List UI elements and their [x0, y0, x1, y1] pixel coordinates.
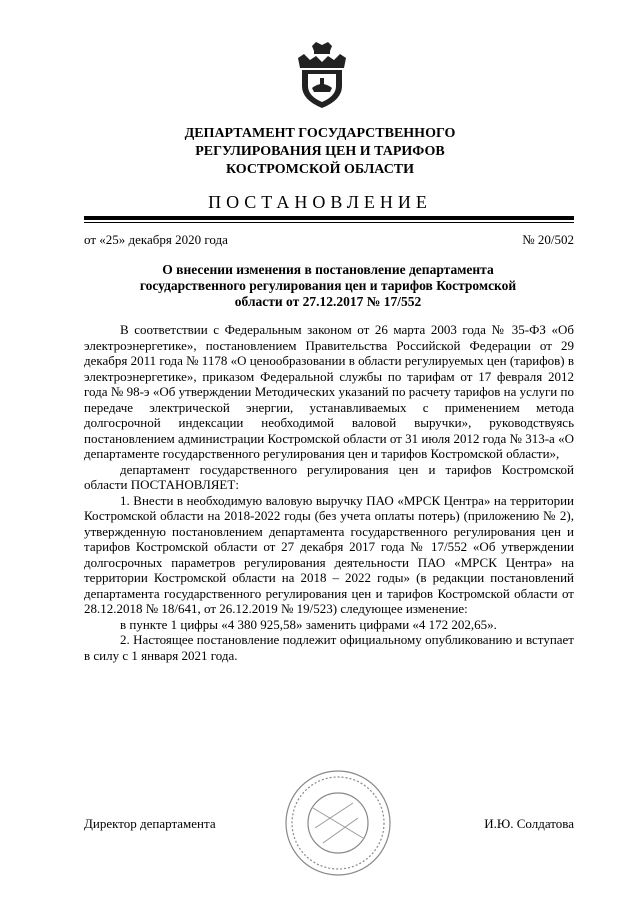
subject-line-1: О внесении изменения в постановление департамента: [162, 262, 494, 277]
document-subject: [108, 262, 548, 310]
official-seal-stamp: [283, 768, 393, 878]
org-line-1: ДЕПАРТАМЕНТ ГОСУДАРСТВЕННОГО: [184, 126, 456, 141]
org-line-2: РЕГУЛИРОВАНИЯ ЦЕН И ТАРИФОВ: [195, 144, 445, 159]
body-paragraph: 2. Настоящее постановление подлежит официальному опубликованию и вступает в силу с 1 января 2021 года.: [84, 632, 574, 663]
subject-line-2: государственного регулирования цен и тарифов Костромской: [139, 278, 517, 293]
document-number: № 20/502: [522, 232, 574, 247]
signatory-name: И.Ю. Солдатова: [484, 816, 574, 831]
subject-line-3: области от 27.12.2017 № 17/552: [234, 294, 422, 309]
document-body: [84, 322, 574, 663]
document-type: ПОСТАНОВЛЕНИЕ: [208, 192, 432, 212]
body-paragraph: в пункте 1 цифры «4 380 925,58» заменить цифрами «4 172 202,65».: [120, 616, 497, 632]
body-paragraph: В соответствии с Федеральным законом от 26 марта 2003 года № 35-ФЗ «Об электроэнергетике», постановлением Правительства Российской Федерации от 29 декабря 2011 года № 1178 «О ценообразовании в области регулируемых цен (тарифов) в электроэнергетике», приказом Федеральной службы по тарифам от 17 февраля 2012 года № 98-э «Об утверждении Методических указаний по расчету тарифов на услуги по передаче электрической энергии, устанавливаемых с применением метода долгосрочной индексации необходимой валовой выручки», руководствуясь постановлением администрации Костромской области от 31 июля 2012 года № 313-а «О департаменте государственного регулирования цен и тарифов Костромской области»,: [84, 322, 575, 461]
document-date: от «25» декабря 2020 года: [84, 232, 228, 247]
coat-of-arms-emblem: [290, 40, 354, 112]
org-line-3: КОСТРОМСКОЙ ОБЛАСТИ: [225, 162, 415, 177]
header-divider-thick: [84, 216, 574, 220]
body-paragraph: департамент государственного регулирования цен и тарифов Костромской области ПОСТАНОВЛЯЕТ:: [84, 461, 574, 492]
body-paragraph: 1. Внести в необходимую валовую выручку ПАО «МРСК Центра» на территории Костромской области на 2018-2022 годы (без учета оплаты потерь) (приложению № 2), утвержденную постановлением департамента государственного регулирования цен и тарифов Костромской области от 27 декабря 2017 года № 17/552 «Об утверждении долгосрочных параметров регулирования деятельности ПАО «МРСК Центра» на территории Костромской области на 2018 – 2022 годы» (в редакции постановлений департамента государственного регулирования цен и тарифов Костромской области от 28.12.2018 № 18/641, от 26.12.2019 № 19/523) следующее изменение:: [84, 492, 574, 616]
signatory-title: Директор департамента: [84, 816, 216, 831]
header-divider-thin: [84, 222, 574, 223]
organization-name: [0, 125, 640, 179]
